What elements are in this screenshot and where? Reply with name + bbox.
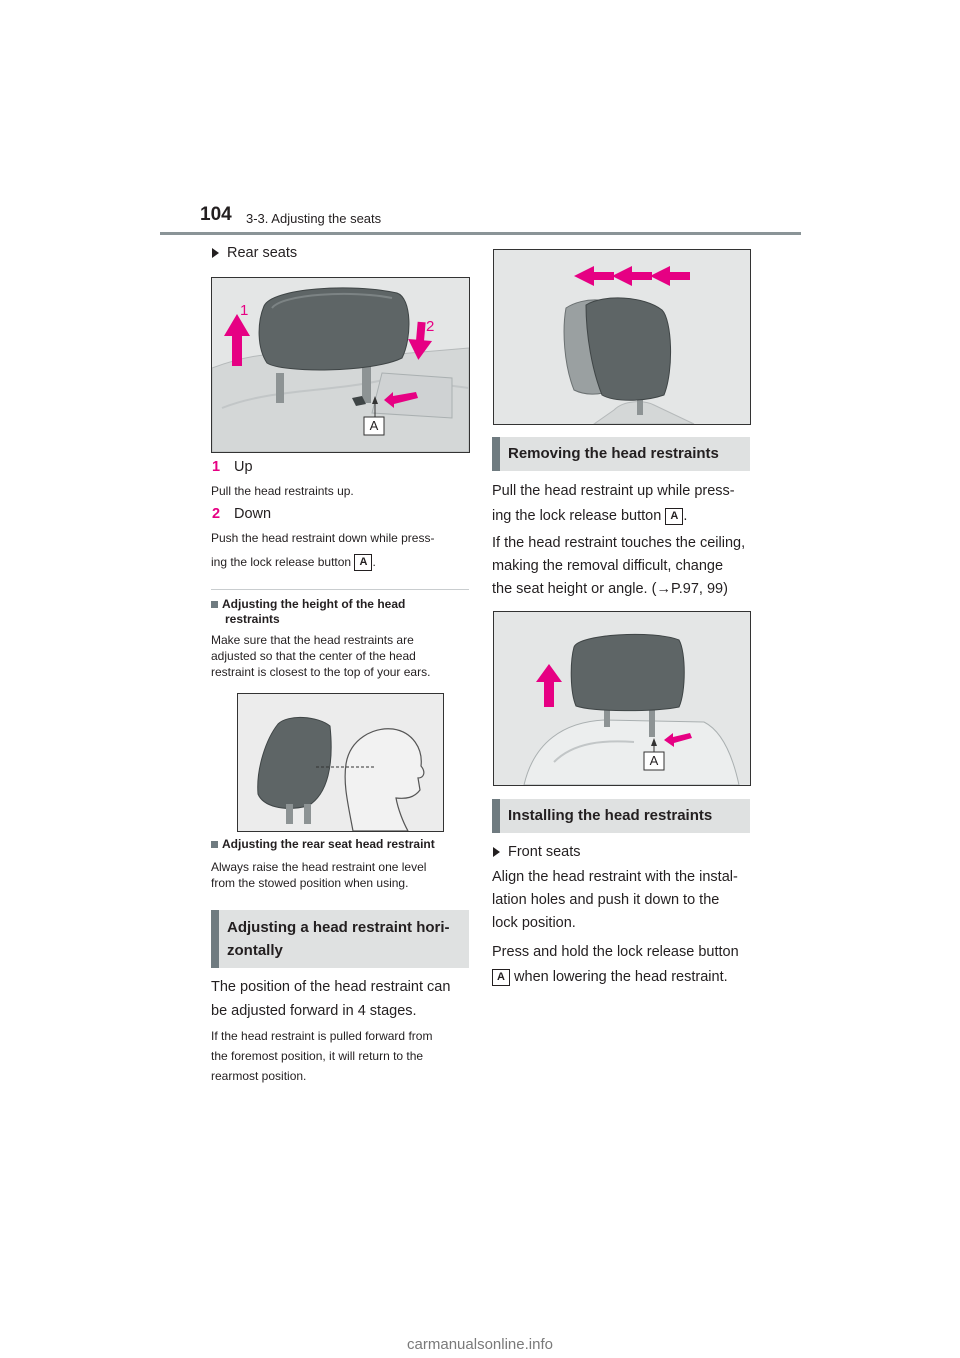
watermark: carmanualsonline.info xyxy=(407,1336,553,1353)
removing-para: If the head restraint touches the ceiling, making the removal difficult, change the seat height or angle. (→P.97, 99) xyxy=(492,535,746,597)
forward-arrow-icon xyxy=(574,266,614,286)
triangle-bullet-icon xyxy=(493,847,500,857)
fig1-label-2: 2 xyxy=(426,318,435,335)
installing-para1: Align the head restraint with the instal- lation holes and push it down to the lock position. xyxy=(492,869,738,931)
step-1-desc: Pull the head restraints up. xyxy=(211,484,354,498)
note1-text: Make sure that the head restraints are adjusted so that the center of the head restraint is closest to the top of your ears. xyxy=(211,633,431,679)
triangle-bullet-icon xyxy=(212,248,219,258)
horizontal-note: If the head restraint is pulled forward from the foremost position, it will return to the rearmost position. xyxy=(211,1029,433,1083)
removal-illustration xyxy=(494,612,750,785)
adjust-horizontally-heading: Adjusting a head restraint hori- zontally xyxy=(211,910,469,968)
page-number: 104 xyxy=(200,204,232,225)
note2-title: Adjusting the rear seat head restraint xyxy=(211,837,435,852)
fig1-label-1: 1 xyxy=(240,302,249,319)
lock-release-key: A xyxy=(354,554,372,571)
lock-release-key: A xyxy=(492,969,510,986)
installing-para2: Press and hold the lock release button A when lowering the head restraint. xyxy=(492,944,739,985)
forward-adjust-illustration xyxy=(494,250,750,424)
forward-arrow-icon xyxy=(650,266,690,286)
section-title: 3-3. Adjusting the seats xyxy=(246,211,382,226)
step-1-number: 1 xyxy=(212,459,221,475)
header-rule xyxy=(160,232,801,235)
forward-arrow-icon xyxy=(612,266,652,286)
removing-body: Pull the head restraint up while press- ing the lock release button A . xyxy=(492,483,735,524)
rear-seat-adjust-figure xyxy=(211,277,470,453)
step-1-label: Up xyxy=(234,459,253,475)
note1-title-line2: restraints xyxy=(225,612,280,626)
rear-seats-subheading: Rear seats xyxy=(212,245,297,261)
removal-figure xyxy=(493,611,751,786)
step-2-desc-line2: ing the lock release button A . xyxy=(211,552,376,572)
up-arrow-icon xyxy=(536,664,562,707)
step-1 xyxy=(212,458,253,476)
note2-text: Always raise the head restraint one level from the stowed position when using. xyxy=(211,860,427,890)
forward-adjust-figure xyxy=(493,249,751,425)
step-2-number: 2 xyxy=(212,506,221,522)
head-height-figure xyxy=(237,693,444,832)
removing-heading: Removing the head restraints xyxy=(492,437,750,471)
front-seats-subheading: Front seats xyxy=(493,844,581,860)
note-divider xyxy=(211,589,469,590)
rear-seat-illustration xyxy=(212,278,469,452)
horizontal-body: The position of the head restraint can be adjusted forward in 4 stages. xyxy=(211,979,451,1019)
step-2-desc: Push the head restraint down while press- xyxy=(211,531,435,545)
note1-title: Adjusting the height of the head xyxy=(211,597,405,612)
fig1-label-a: A xyxy=(369,418,379,433)
step-2 xyxy=(212,505,271,523)
step-2-label: Down xyxy=(234,506,272,522)
square-bullet-icon xyxy=(211,841,218,848)
square-bullet-icon xyxy=(211,601,218,608)
installing-heading: Installing the head restraints xyxy=(492,799,750,833)
lock-release-key: A xyxy=(665,508,683,525)
fig3-label-a: A xyxy=(649,753,659,768)
head-height-illustration xyxy=(238,694,443,831)
